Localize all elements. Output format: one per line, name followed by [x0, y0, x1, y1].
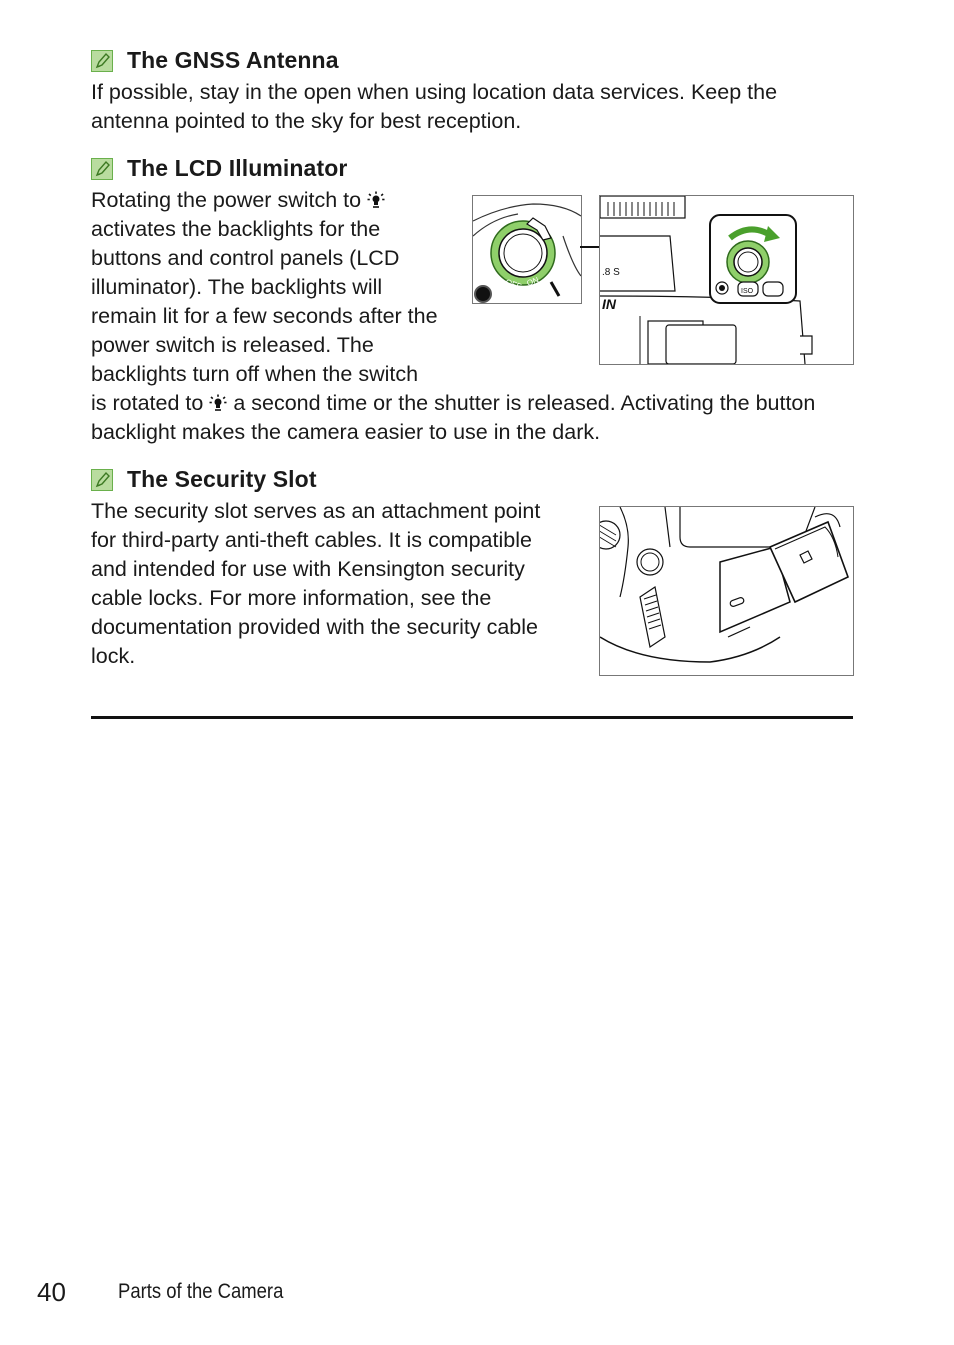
text-fragment: is rotated to [91, 391, 204, 415]
section-heading-lcd: The LCD Illuminator [127, 155, 348, 181]
camera-top-view-figure [599, 195, 854, 365]
power-switch-closeup-figure [472, 195, 582, 304]
footer-section-title: Parts of the Camera [118, 1280, 284, 1303]
text-line: activates the backlights for the [91, 217, 381, 241]
text-line: for third-party anti-theft cables. It is compatible [91, 528, 532, 552]
page-number: 40 [37, 1277, 66, 1307]
text-fragment: Rotating the power switch to [91, 188, 362, 212]
switch-off-label: OFF [504, 277, 523, 292]
section-heading-security: The Security Slot [127, 466, 317, 492]
text-line: cable locks. For more information, see the [91, 586, 492, 610]
note-pencil-icon [91, 50, 113, 72]
text-line: If possible, stay in the open when using location data services. Keep the [91, 80, 778, 104]
paragraph-security [91, 497, 540, 671]
iso-button-label: ISO [741, 288, 754, 295]
text-line [91, 389, 815, 418]
text-line: buttons and control panels (LCD [91, 246, 400, 270]
text-line: illuminator). The backlights will [91, 275, 383, 299]
paragraph-gnss [91, 78, 777, 136]
section-heading-gnss: The GNSS Antenna [127, 47, 339, 73]
text-line: lock. [91, 644, 136, 668]
illuminator-icon [209, 391, 227, 409]
lens-marking-label: .8 S [602, 267, 620, 278]
text-line: and intended for use with Kensington security [91, 557, 525, 581]
switch-on-label: ON [525, 275, 540, 288]
section-end-rule [91, 716, 853, 719]
text-line: backlights turn off when the switch [91, 362, 419, 386]
text-line: power switch is released. The [91, 333, 374, 357]
security-slot-figure [599, 506, 854, 676]
brand-fragment-label: IN [602, 296, 616, 312]
illuminator-icon [367, 188, 385, 206]
text-fragment: a second time or the shutter is released. Activating the button [233, 391, 816, 415]
note-pencil-icon [91, 469, 113, 491]
text-line: The security slot serves as an attachment point [91, 499, 541, 523]
text-line: antenna pointed to the sky for best reception. [91, 109, 522, 133]
text-line: backlight makes the camera easier to use in the dark. [91, 420, 601, 444]
note-pencil-icon [91, 158, 113, 180]
text-line: documentation provided with the security cable [91, 615, 538, 639]
text-line: remain lit for a few seconds after the [91, 304, 438, 328]
